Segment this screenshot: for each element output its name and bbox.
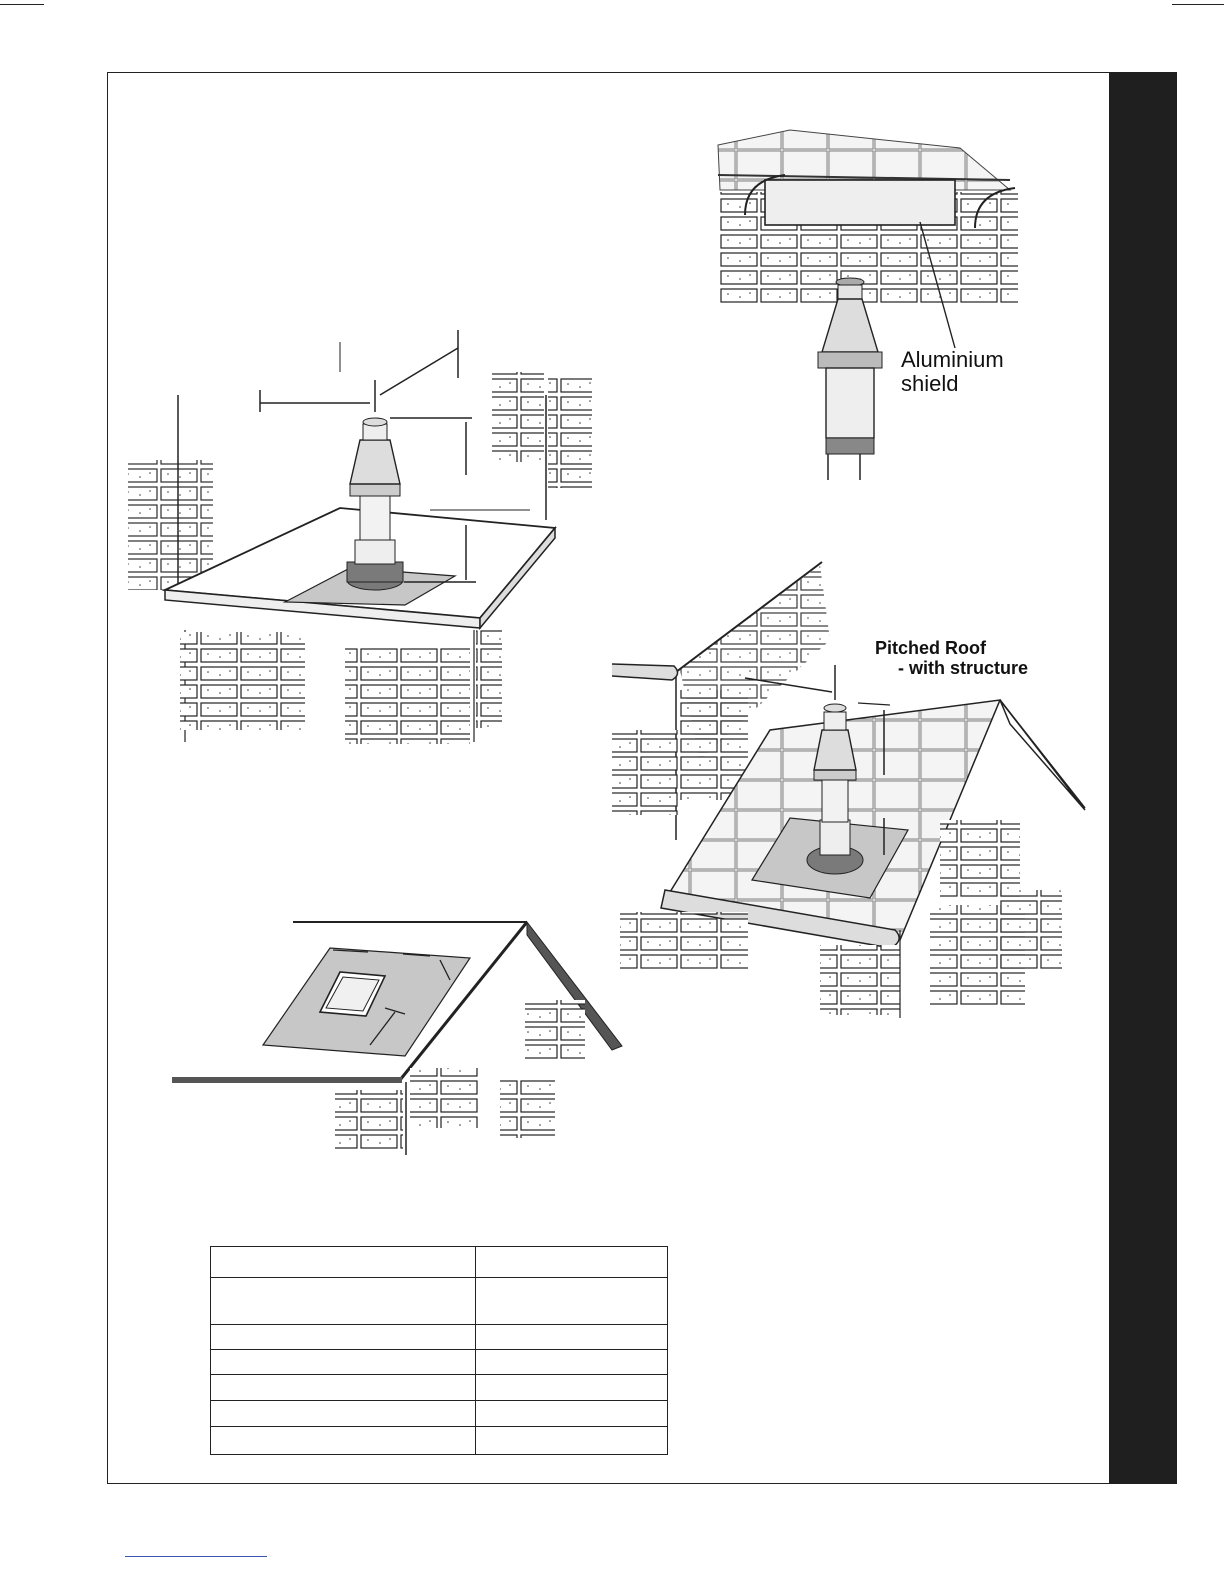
- aluminium-shield-label-line2: shield: [901, 371, 959, 396]
- table-cell: [211, 1325, 476, 1350]
- aluminium-shield-label-line1: Aluminium: [901, 347, 1004, 372]
- table-cell: [476, 1350, 668, 1375]
- footer-link-underline[interactable]: [125, 1556, 267, 1557]
- pitched-roof-label-line1: Pitched Roof: [875, 638, 986, 658]
- table-cell: [476, 1401, 668, 1427]
- table-cell: [211, 1427, 476, 1455]
- table-cell: [211, 1375, 476, 1401]
- table-row: [211, 1401, 668, 1427]
- table-row: [211, 1375, 668, 1401]
- table-cell: [211, 1247, 476, 1278]
- pitched-roof-label: [875, 638, 1028, 678]
- table-cell: [211, 1350, 476, 1375]
- table-cell: [211, 1401, 476, 1427]
- table-row: [211, 1247, 668, 1278]
- table-cell: [476, 1375, 668, 1401]
- aluminium-shield-label: [901, 348, 1004, 396]
- spec-table: [210, 1246, 668, 1455]
- figure-aluminium-shield: [718, 130, 1018, 480]
- table-row: [211, 1427, 668, 1455]
- figure-flat-roof: [128, 330, 592, 744]
- figure-roof-opening: [172, 922, 622, 1155]
- table-row: [211, 1278, 668, 1325]
- table-row: [211, 1325, 668, 1350]
- table-cell: [476, 1247, 668, 1278]
- aluminium-shield-plate: [765, 180, 955, 225]
- figure-pitched-roof: [612, 562, 1085, 1018]
- pitched-roof-label-line2: - with structure: [898, 658, 1029, 678]
- table-cell: [211, 1278, 476, 1325]
- table-cell: [476, 1427, 668, 1455]
- table-cell: [476, 1278, 668, 1325]
- table-row: [211, 1350, 668, 1375]
- table-cell: [476, 1325, 668, 1350]
